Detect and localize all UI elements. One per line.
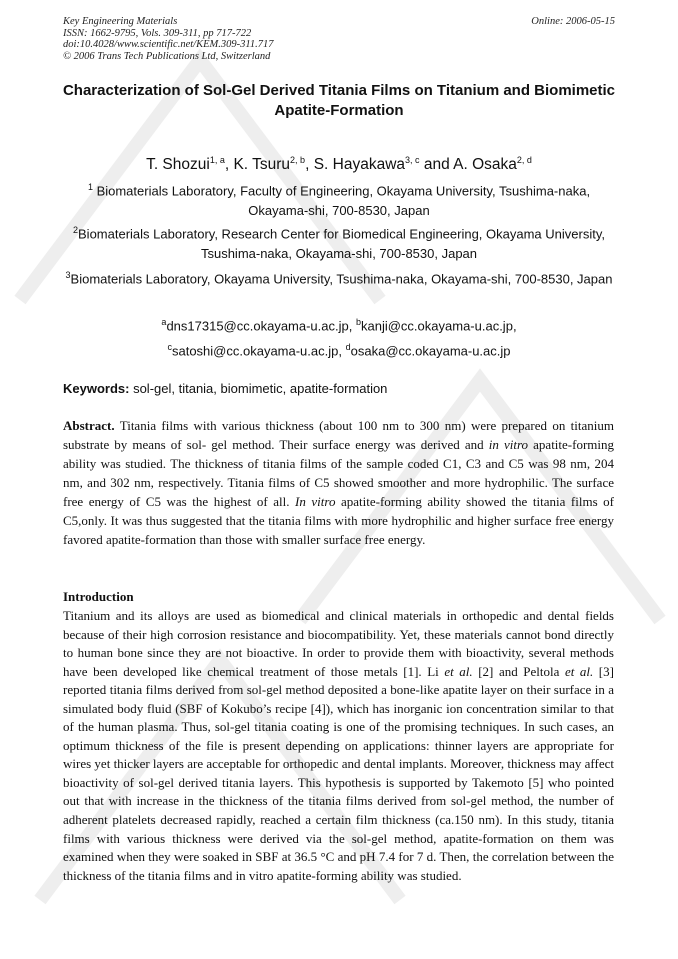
author-name: K. Tsuru bbox=[233, 156, 291, 174]
intro-italic: et al. bbox=[444, 663, 473, 679]
keywords bbox=[63, 381, 623, 396]
email-address[interactable]: osaka@cc.okayama-u.ac.jp bbox=[350, 343, 511, 359]
keywords-label: Keywords: bbox=[63, 381, 130, 396]
introduction-heading: Introduction bbox=[63, 589, 134, 604]
intro-italic: et al. bbox=[564, 663, 594, 679]
author-sup: 1, a bbox=[209, 155, 225, 165]
author-name: A. Osaka bbox=[453, 156, 517, 174]
intro-text: [2] and Peltola bbox=[472, 663, 565, 679]
doi-line: doi:10.4028/www.scientific.net/KEM.309-311.717 bbox=[63, 39, 274, 50]
journal-name: Key Engineering Materials bbox=[63, 16, 178, 27]
keywords-text: sol-gel, titania, biomimetic, apatite-formation bbox=[129, 381, 388, 396]
copyright-line: © 2006 Trans Tech Publications Ltd, Switzerland bbox=[63, 50, 271, 62]
abstract-italic: In vitro bbox=[295, 494, 336, 509]
abstract-italic: in vitro bbox=[488, 437, 529, 452]
issn-line: ISSN: 1662-9795, Vols. 309-311, pp 717-722 bbox=[63, 27, 252, 39]
intro-text: [3] reported titania films derived from sol-gel method deposited a bone-like apatite layer on their surface in a simulated body fluid (SBF of Kokubo’s recipe [4]), which has inorganic ion concentration similar to that of the human plasma. Thus, sol-gel titania coating is one of the promising techniques. In such cases, an optimum thickness of the file is present depending on applications: thinner layers are appropriate for wires yet thicker layers are acceptable for orthopedic and dental implants. Moreover, thickness may affect bioactivity of sol-gel derived titania layers. This hypothesis is supported by Takemoto [5] who pointed out that with increase in the thickness of the titania films derived from sol-gel method, the number of adherent platelets decreased rapidly, reached a certain film thickness (ca.150 nm). In this study, titania films with various thickness were derived via the sol-gel method, apatite-formation on them was examined when they were soaked in SBF at 36.5 °C and pH 7.4 for 7 d. Then, the correlation between the thickness of the titania films and in vitro apatite-forming ability was studied. bbox=[63, 663, 614, 883]
author-sep: , bbox=[305, 156, 314, 174]
introduction-body bbox=[63, 607, 614, 885]
email-address[interactable]: satoshi@cc.okayama-u.ac.jp bbox=[171, 343, 339, 359]
email-line-1 bbox=[64, 312, 614, 336]
author-name: T. Shozui bbox=[146, 156, 210, 174]
email-sup: a bbox=[161, 317, 167, 327]
abstract-label: Abstract. bbox=[63, 418, 115, 433]
email-sup: d bbox=[345, 342, 351, 352]
email-sep: , bbox=[348, 318, 356, 334]
email-address[interactable]: kanji@cc.okayama-u.ac.jp bbox=[361, 318, 513, 334]
affiliation-sup: 1 bbox=[87, 182, 93, 192]
author-sup: 2, b bbox=[290, 155, 306, 165]
affiliation-sup: 2 bbox=[73, 225, 79, 235]
online-date: Online: 2006-05-15 bbox=[531, 16, 615, 27]
email-sep: , bbox=[512, 318, 517, 334]
author-sep: , bbox=[224, 156, 234, 174]
affiliation-sup: 3 bbox=[65, 270, 71, 280]
author-sup: 2, d bbox=[516, 155, 532, 165]
affiliation-text: Biomaterials Laboratory, Faculty of Engineering, Okayama University, Tsushima-naka, Okayama-shi, 700-8530, Japan bbox=[92, 183, 591, 219]
journal-header bbox=[63, 16, 273, 62]
email-sup: b bbox=[355, 317, 361, 327]
email-address[interactable]: dns17315@cc.okayama-u.ac.jp bbox=[166, 318, 349, 334]
affiliation-text: Biomaterials Laboratory, Okayama University, Tsushima-naka, Okayama-shi, 700-8530, Japan bbox=[70, 271, 613, 287]
affiliation-1 bbox=[64, 177, 614, 221]
abstract bbox=[63, 416, 614, 549]
affiliation-2 bbox=[64, 220, 614, 264]
intro-text: Titanium and its alloys are used as biomedical and clinical materials in orthopedic and dental fields because of their high corrosion resistance and biocompatibility. Yet, these materials cannot bond directly to human bone since they are not bioactive. In order to provide them with bioactivity, several methods have been developed like chemical treatment of those metals [1]. Li bbox=[63, 608, 614, 679]
author-list bbox=[60, 150, 618, 175]
author-name: S. Hayakawa bbox=[313, 156, 406, 174]
author-sup: 3, c bbox=[405, 155, 420, 165]
email-line-2 bbox=[64, 337, 614, 361]
author-sep: and bbox=[419, 156, 454, 174]
email-sup: c bbox=[167, 342, 172, 352]
paper-title: Characterization of Sol-Gel Derived Titania Films on Titanium and Biomimetic Apatite-Formation bbox=[62, 82, 616, 119]
abstract-text: Titania films with various thickness (about 100 nm to 300 nm) were prepared on titanium substrate by means of sol- gel method. Their surface energy was derived and bbox=[63, 418, 614, 452]
affiliation-3 bbox=[64, 265, 614, 289]
abstract-text: apatite-forming ability was studied. The thickness of titania films of the sample coded C1, C3 and C5 was 98 nm, 204 nm, and 302 nm, respectively. Titania films of C5 showed smoother and more hydrophilic. The surface free energy of C5 was the highest of all. bbox=[63, 437, 615, 509]
affiliation-text: Biomaterials Laboratory, Research Center for Biomedical Engineering, Okayama University, Tsushima-naka, Okayama-shi, 700-8530, Japan bbox=[78, 226, 605, 262]
email-sep: , bbox=[338, 343, 346, 359]
abstract-text: apatite-forming ability showed the titania films of C5,only. It was thus suggested that the titania films with more hydrophilic and higher surface free energy favored apatite-formation than those with smaller surface free energy. bbox=[63, 494, 615, 547]
